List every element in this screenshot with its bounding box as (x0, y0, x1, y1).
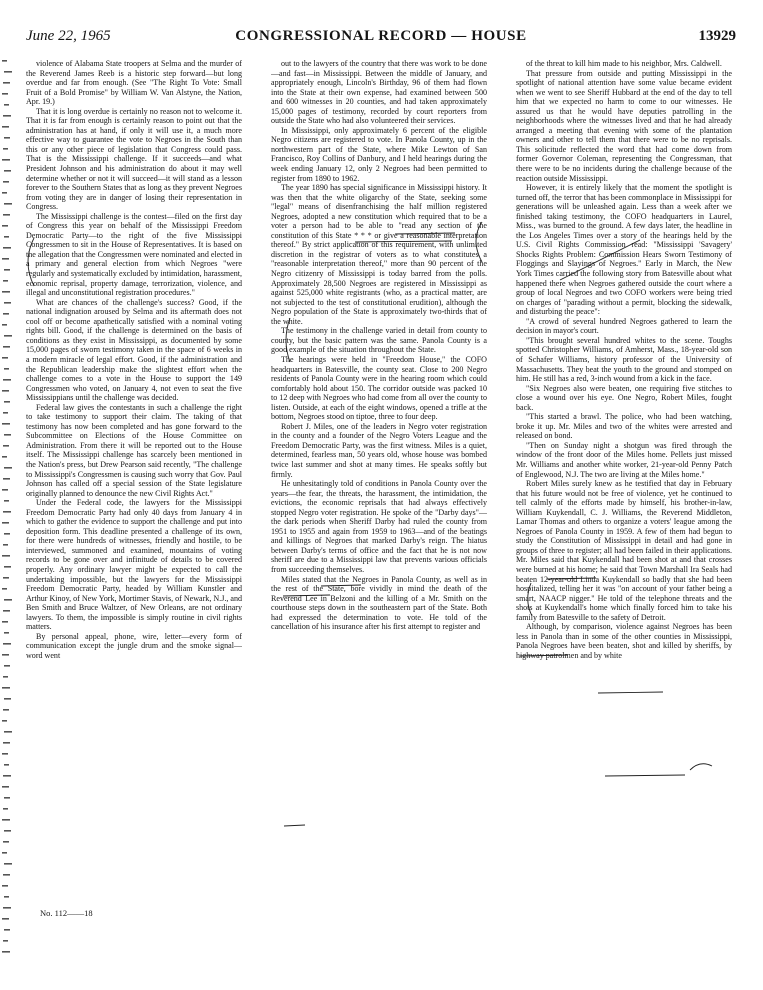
paragraph: violence of Alabama State troopers at Selma and the murder of the Reverend James Reeb is a historic step forward—but long overdue and far from enough. (See "The Right To Vote: Small Fruit of a Bold Promise" by William W. Van Alstyne, the Nation, Apr. 19.) (26, 59, 242, 107)
scanner-mark (4, 104, 9, 106)
scanner-mark (3, 346, 10, 348)
scanner-mark (4, 599, 12, 601)
paragraph: That it is long overdue is certainly no reason not to welcome it. That it is far from enough is certainly reason to point out that the administration has at hand, if only it will use it, a much more effective way to guarantee the vote to Negroes in the South than this or any other piece of legislation that Congress could pass. That is the Mississippi challenge. If it succeeds—and what President Johnson and his administration do about it may well determine whether or not it will succeed—it will stand as a lesson forever to the Southern States that as long as they prevent Negroes from voting they are in danger of losing their representation in Congress. (26, 106, 242, 212)
scanner-mark (4, 632, 9, 634)
scanner-mark (3, 577, 9, 579)
scanner-mark (2, 291, 10, 293)
header-date: June 22, 1965 (26, 28, 111, 44)
scanner-mark (2, 654, 9, 656)
scanner-mark (2, 456, 7, 458)
scanner-mark (4, 467, 12, 469)
scanner-mark (4, 929, 10, 931)
scanner-mark (2, 357, 8, 359)
footer-page-code: No. 112——18 (40, 908, 93, 918)
scanner-mark (3, 148, 8, 150)
scanner-mark (2, 423, 10, 425)
scanner-mark (4, 863, 12, 865)
scanner-mark (2, 951, 10, 953)
scanner-mark (4, 698, 11, 700)
text-column-right (516, 59, 732, 919)
paragraph: "Then on Sunday night a shotgun was fired through the window of the front door of the Miles home. Pellets just missed Mr. Williams and another white worker, 21-year-old Penny Patch of Englewood, N.J. The two are living at the Miles home." (516, 440, 732, 479)
scanner-mark (3, 742, 10, 744)
scanner-mark (3, 643, 11, 645)
paragraph: Federal law gives the contestants in such a challenge the right to take testimony to support their claim. The taking of that testimony has now been completed and has gone forward to the Subcommittee on Elections of the House Committee on Administration. From there it will be reported out to the House itself. The Mississippi challenge has scarcely been mentioned in the Nation's press, but Drew Pearson said recently, "The challenge to Mississippi's Congressmen is causing such worry that Gov. Paul Johnson has called off a special session of the State legislature originally planned to denounce the new Civil Rights Act." (26, 402, 242, 498)
scanner-mark (2, 852, 7, 854)
scanner-mark (3, 247, 11, 249)
scanner-mark (4, 566, 11, 568)
paragraph: He unhesitatingly told of conditions in Panola County over the years—the fear, the threats, the harassment, the intimidation, the evictions, the economic reprisals that had always effectively stopped Negro voter registration. He spoke of the "Darby days"—the dark periods when Sheriff Darby had ruled the county from 1951 to 1955 and again from 1959 to 1963—and of the beatings and killings of Negroes that marked Darby's reign. The hiatus between Darby's terms of office and the fact that he is not now sheriff are due to a Mississippi law that prevents various officials from succeeding themselves. (271, 479, 487, 574)
paragraph: In Mississippi, only approximately 6 percent of the eligible Negro citizens are registered to vote. In Panola County, up in the northwestern part of the State, where Mike Lewton of San Francisco, Roy Collins of Danbury, and I held hearings during the week ending January 12, only 2 Negroes had been permitted to register from 1890 to 1962. (271, 125, 487, 183)
paragraph: "Six Negroes also were beaten, one requiring five stitches to close a wound over his eye. One Negro, Robert Miles, fought back. (516, 383, 732, 412)
scanner-mark (2, 192, 7, 194)
paragraph: Although, by comparison, violence against Negroes has been less in Panola than in some of the other counties in Mississippi, Panola Negroes have been beaten, shot and killed by sheriffs, by highway patrolmen and by white (516, 622, 732, 660)
scanner-mark (3, 115, 11, 117)
scanner-mark (4, 302, 11, 304)
scanner-mark (3, 445, 9, 447)
paragraph: "This brought several hundred whites to the scene. Toughs spotted Christopher Williams, of Amherst, Mass., 18-year-old son of Schafer Williams, history professor of the University of Massachusetts. They beat the youth to the ground and stomped on him. He still has a red, 3-inch wound from a kick in the face. (516, 335, 732, 384)
scanner-mark (2, 720, 7, 722)
scanner-mark (4, 434, 11, 436)
paragraph: By personal appeal, phone, wire, letter—every form of communication except the jungle drum and the smoke signal—word went (26, 631, 242, 660)
scanner-mark (4, 533, 10, 535)
scanner-mark (2, 390, 9, 392)
scanner-mark (4, 335, 12, 337)
text-column-left (26, 59, 242, 919)
scanner-mark (3, 82, 10, 84)
scanner-mark (4, 500, 9, 502)
scanner-mark (3, 841, 9, 843)
scanner-mark (4, 71, 12, 73)
scanner-mark (2, 93, 8, 95)
scanner-mark (2, 489, 8, 491)
scanner-mark (3, 214, 10, 216)
scanner-mark (4, 764, 9, 766)
scanner-mark (3, 676, 8, 678)
paragraph: "A crowd of several hundred Negroes gathered to learn the decision in mayor's court. (516, 316, 732, 336)
paragraph: of the threat to kill him made to his neighbor, Mrs. Caldwell. (526, 59, 722, 68)
scanner-mark (4, 203, 12, 205)
scanner-mark (3, 610, 10, 612)
scanner-mark (2, 258, 9, 260)
text-column-middle (271, 59, 487, 919)
scanner-mark (3, 775, 11, 777)
scanner-mark (2, 621, 8, 623)
paragraph: What are chances of the challenge's success? Good, if the national indignation aroused by Selma and its aftermath does not cool off or become apathetically satisfied with a nominal voting rights bill. Good, if the challenge is determined on the basis of conditions as they exist in Mississippi, as documented by some 15,000 pages of sworn testimony taken in the space of 6 weeks in a modern miracle of legal effort. Good, if the administration and the Republican leadership make the slightest effort when the challenge comes to a vote in the House to support the 149 Congressmen who voted, on January 4, not even to seat the five Mississippians until the challenge was decided. (26, 297, 242, 403)
scanner-mark (3, 940, 8, 942)
scanner-mark (3, 544, 8, 546)
scanner-mark (2, 918, 9, 920)
scanner-mark (2, 786, 9, 788)
paragraph: The testimony in the challenge varied in detail from county to county, but the basic pattern was the same. Panola County is a good example of the situation throughout the State. (271, 326, 487, 355)
scanner-mark (4, 797, 10, 799)
scanner-mark (3, 313, 9, 315)
scanner-mark (4, 665, 10, 667)
page-header (26, 28, 736, 52)
scanner-mark (2, 687, 10, 689)
paragraph: "This started a brawl. The police, who had been watching, broke it up. Mr. Miles and two of the whites were arrested and released on bond. (516, 412, 732, 441)
paragraph: Robert Miles surely knew as he testified that day in February that his future would not be free of violence, yet he continued to tell calmly of the efforts made by himself, his brother-in-law, William Kuykendall, C. J. Williams, the Reverend Middleton, Lamar Thomas and others to organize a voters' league among the Negroes of Panola County in 1959. A few of them had begun to study the Constitution of Mississippi in detail and had gone in groups of three to register; all had been failed in their applications. Mr. Miles said that Kuykendall had been shot at and that crosses were burned at his home; he said that Town Marshall Ira Seals had beaten 12-year-old Linda Kuykendall so badly that she had been hospitalized, telling her it was "on account of your father being a smart, NAACP nigger." He told of the telephone threats and the shots at Kuykendall's home which finally forced him to take his family from Batesville to the safety of Detroit. (516, 479, 732, 622)
scanner-mark (3, 511, 11, 513)
scanner-mark (2, 588, 7, 590)
scanner-mark (3, 709, 9, 711)
scanner-mark (2, 819, 10, 821)
header-title: CONGRESSIONAL RECORD — HOUSE (235, 28, 527, 44)
scanner-mark (4, 368, 9, 370)
scanner-mark (2, 225, 8, 227)
scanner-mark (4, 137, 10, 139)
paragraph: The hearings were held in "Freedom House," the COFO headquarters in Batesville, the county seat. Close to 200 Negro residents of Panola County were in the hearing room which could comfortably hold about 150. The corridor outside was packed 10 to 12 deep with Negroes who had come from all over the county to listen. Outside, at each of the eight windows, opened a trifle at the bottom, Negroes stood on tiptoe, three to four deep. (271, 354, 487, 422)
paragraph: However, it is entirely likely that the moment the spotlight is turned off, the terror that has been commonplace in Mississippi for generations will be unleashed again. Less than a week after we finished taking testimony, the COFO headquarters in Laurel, Miss., was burned to the ground. A few days later, the headline in the Los Angeles Times over a story of the hearings held by the U.S. Civil Rights Commission read: "Mississippi 'Savagery' Shocks Rights Problem: Commission Hears Sworn Testimony of Floggings and Slayings of Negroes." Early in March, the New York Times carried the following story from Batesville about what happened there when Negroes gathered outside the court where a group of local Negroes and two COFO workers were being tried on charges of "parading without a permit, blocking the sidewalk, and disturbing the peace": (516, 183, 732, 317)
scanner-mark (4, 269, 10, 271)
scanner-mark (3, 181, 9, 183)
scanner-mark (2, 885, 8, 887)
scanner-mark (3, 412, 8, 414)
scanner-mark (2, 555, 10, 557)
scanner-mark (2, 60, 7, 62)
scanner-mark (4, 830, 11, 832)
paragraph: The year 1890 has special significance in Mississippi history. It was then that the white oligarchy of the State, seeking some "legal" means of disenfranchising the half million registered Negroes, adopted a new constitution which required that to be a voter a person had to be able to "read any section of the constitution of this State * * * or give a reasonable interpretation thereof." By strict application of this requirement, with unlimited discretion in the registrar of voters as to what constitutes a "reasonable interpretation thereof," more than 90 percent of the Negro citizenry of Mississippi is today barred from the polls. Approximately 28,500 Negroes are registered in Mississippi as against 525,000 white registrants (who, as a practical matter, are not subjected to the test of constitutional erudition), although the Negro population of the State is approximately two-thirds that of the white. (271, 183, 487, 326)
header-page-number: 13929 (698, 28, 736, 44)
scanner-mark (2, 324, 7, 326)
scanner-mark (4, 731, 12, 733)
scanner-mark (3, 478, 10, 480)
scanner-mark (2, 126, 9, 128)
scanner-mark (4, 236, 9, 238)
scanner-margin-marks (0, 0, 12, 990)
scanner-mark (3, 907, 11, 909)
scanner-mark (3, 874, 10, 876)
scanner-mark (3, 379, 11, 381)
paragraph: That pressure from outside and putting Mississippi in the spotlight of national attention have some value became evident when we went to see Sheriff Hubbard at the end of the day to tell him that we expected no harm to come to our witnesses. He assured us that he would have deputies patrolling in the neighborhoods where the witnesses lived and that he had already arranged a meeting that evening with some of the plantation owners and other to tell them that there were to be no reprisals. This solicitude reflected the word that had come down from former Governor Coleman, representing the Congressman, that there were to be no incidents during the challenge because of the reaction outside Mississippi. (516, 68, 732, 183)
scanner-mark (4, 401, 10, 403)
paragraph: Robert J. Miles, one of the leaders in Negro voter registration in the county and a founder of the Negro Voters League and the Freedom Democratic Party, was the first witness. Miles is a quiet, determined, fearless man, 50 years old, whose house was bombed twice last summer and shot at many times. He speaks softly but firmly. (271, 421, 487, 479)
scanner-mark (4, 896, 9, 898)
paragraph: out to the lawyers of the country that there was work to be done—and fast—in Mississippi. Between the middle of January, and appropriately enough, Lincoln's Birthday, 96 of them had flown into the State at their own expense, had examined between 500 and 600 witnesses in 20 counties, and had taken approximately 15,000 pages of testimony, recorded by court reporters from outside the State who had also volunteered their services. (271, 59, 487, 126)
paragraph: Under the Federal code, the lawyers for the Mississippi Freedom Democratic Party had only 40 days from January 4 in which to gather the evidence to support the challenge and put into deposition form. This deadline presented a challenge of its own, for there were hundreds of witnesses, friendly and hostile, to be interviewed, summoned and examined, mountains of voting records to be gone over and infinitude of details to be covered properly. Any ordinary lawyer might be expected to call the undertaking impossible, but the lawyers for the Mississippi Freedom Democratic Party, headed by William Kunstler and Arthur Kinoy, of New York, Mortimer Stavis, of Newark, N.J., and Ben Smith and Bruce Waltzer, of New Orleans, are not ordinary lawyers. To them, the impossible is simply routine in civil rights matters. (26, 498, 242, 632)
scanner-mark (3, 280, 8, 282)
scanner-mark (2, 522, 9, 524)
scanner-mark (3, 808, 8, 810)
scanner-mark (2, 159, 10, 161)
paragraph: The Mississippi challenge is the contest—filed on the first day of Congress this year on behalf of the Mississippi Freedom Democratic Party—to the right of the five Mississippi Congressmen to sit in the House of Representatives. It is based on the allegation that the Congressmen were nominated and elected in a primary and general election from which Negroes "were regularly and systematically excluded by intimidation, harassment, economic reprisal, property damage, terrorization, violence, and illegal and unconstitutional registration procedures." (26, 211, 242, 298)
paragraph: Miles stated that the Negroes in Panola County, as well as in the rest of the State, bore vividly in mind the death of the Reverend Lee in Belzoni and the killing of a Mr. Smith on the courthouse steps down in the southeastern part of the State. Both had expressed the determination to vote. He told of the cancellation of his insurance after his first attempt to register and (271, 574, 487, 632)
scanner-mark (4, 170, 11, 172)
scanner-mark (2, 753, 8, 755)
